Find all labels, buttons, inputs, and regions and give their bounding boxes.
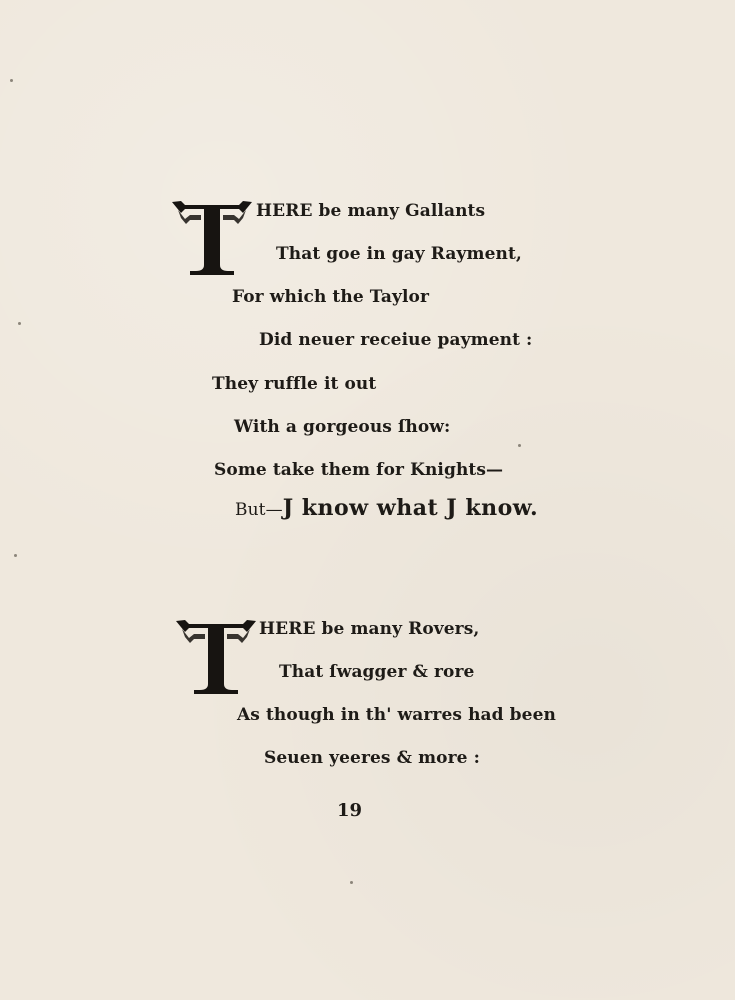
- paper-speck: [10, 79, 13, 82]
- poem-line-11: As though in th' warres had been: [237, 705, 556, 725]
- paper-speck: [350, 881, 353, 884]
- paper-speck: [14, 554, 17, 557]
- poem-line-8-lead: But—: [235, 500, 283, 520]
- poem-line-8: [235, 497, 538, 519]
- paper-speck: [518, 444, 521, 447]
- drop-cap-t: [170, 199, 254, 275]
- poem-line-5: They ruffle it out: [212, 374, 377, 394]
- poem-line-12: Seuen yeeres & more :: [264, 748, 480, 768]
- poem-line-1: HERE be many Gallants: [256, 201, 486, 221]
- blackletter-phrase: J know what J know.: [282, 495, 539, 521]
- poem-line-4: Did neuer receiue payment :: [259, 330, 533, 350]
- paper-speck: [18, 322, 21, 325]
- poem-line-3: For which the Taylor: [232, 287, 430, 307]
- poem-line-7: Some take them for Knights—: [214, 460, 504, 480]
- drop-cap-t-glyph: [174, 618, 258, 694]
- drop-cap-t: [174, 618, 258, 694]
- poem-line-2: That goe in gay Rayment,: [276, 244, 522, 264]
- page-number: 19: [337, 800, 363, 821]
- poem-line-10: That ſwagger & rore: [279, 662, 475, 682]
- drop-cap-t-glyph: [170, 199, 254, 275]
- poem-line-9: HERE be many Rovers,: [259, 619, 480, 639]
- poem-line-6: With a gorgeous ſhow:: [234, 417, 451, 437]
